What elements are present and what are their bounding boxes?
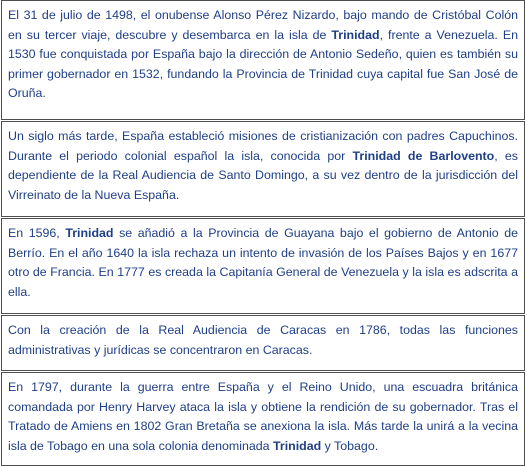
- paragraph-audiencia: [8, 321, 518, 360]
- text-segment: En 1596,: [8, 226, 66, 240]
- paragraph-box-discovery: [1, 0, 525, 120]
- text-segment: En 1797, durante la guerra entre España y el Reino Unido, una escuadra británica comandada por Henry Harvey ataca la isla y obtiene la rendición de su gobernador. Tras el Tratado de Amiens en 1802 Gran Bretaña se anexiona la isla. Más tarde la unirá a la vecina isla de Tobago en una sola colonia denominada: [8, 380, 518, 453]
- text-segment: , es dependiente de la Real Audiencia de Santo Domingo, a su vez dentro de la jurisdicción del Virreinato de la Nueva España.: [8, 148, 518, 202]
- text-segment: Un siglo más tarde, España estableció misiones de cristianización con padres Capuchinos. Durante el periodo colonial español la isla, conocida por: [8, 129, 518, 163]
- text-segment: y Tobago.: [321, 438, 379, 453]
- paragraph-box-audiencia: [1, 315, 525, 371]
- paragraph-missions: [8, 127, 518, 205]
- paragraph-box-british: [1, 372, 525, 466]
- text-segment: , frente a Venezuela. En 1530 fue conquistada por España bajo la dirección de Antonio Sedeño, quien es también su primer gobernador en 1532, fundando la Provincia de Trinidad cuya capital fue San José de Oruña.: [8, 27, 518, 101]
- paragraph-british: [8, 378, 518, 456]
- text-segment: se añadió a la Provincia de Guayana bajo el gobierno de Antonio de Berrío. En el año 1640 la isla rechaza un intento de invasión de los Países Bajos y en 1677 otro de Francia. En 1777 es creada la Capitanía General de Venezuela y la isla es adscrita a ella.: [8, 226, 518, 299]
- bold-keyword-trinidad-de-barlovento: Trinidad de Barlovento: [352, 148, 495, 163]
- bold-keyword-trinidad: Trinidad: [273, 438, 322, 453]
- bold-keyword-trinidad: Trinidad: [65, 226, 114, 240]
- text-segment: El 31 de julio de 1498, el onubense Alonso Pérez Nizardo, bajo mando de Cristóbal Colón en su tercer viaje, descubre y desembarca en la isla de: [8, 8, 518, 42]
- paragraph-discovery: [8, 6, 518, 104]
- paragraph-guayana: [8, 224, 518, 302]
- bold-keyword-trinidad: Trinidad: [331, 27, 380, 42]
- paragraph-box-guayana: [1, 218, 525, 314]
- paragraph-box-missions: [1, 121, 525, 217]
- text-segment: Con la creación de la Real Audiencia de Caracas en 1786, todas las funciones administrativas y jurídicas se concentraron en Caracas.: [8, 323, 518, 357]
